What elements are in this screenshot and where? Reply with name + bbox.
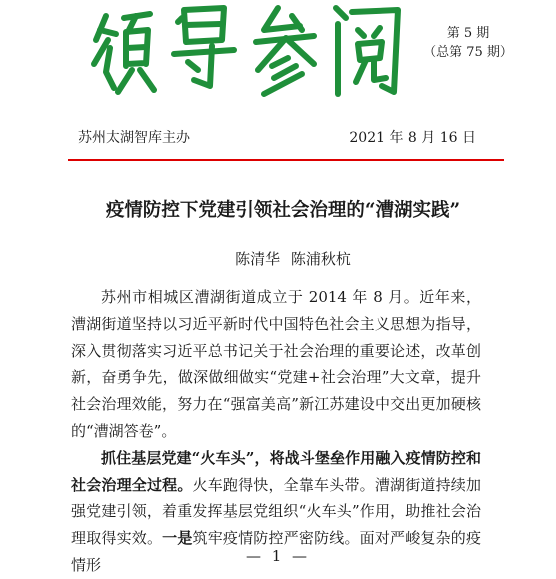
point-marker: 一是 [162, 529, 193, 548]
paragraph-intro: 苏州市相城区漕湖街道成立于 2014 年 8 月。近年来，漕湖街道坚持以习近平新时代中国特色社会主义思想为指导，深入贯彻落实习近平总书记关于社会治理的重要论述，改革创新，奋勇争先，做深做细做实“党建+社会治理”大文章，提升社会治理效能，努力在“强富美高”新江苏建设中交出更加硬核的“漕湖答卷”。 [71, 288, 481, 440]
masthead-char-1 [94, 14, 154, 92]
article-authors: 陈清华 陈浦秋杭 [235, 250, 351, 268]
article-title: 疫情防控下党建引领社会治理的“漕湖实践” [105, 200, 461, 221]
masthead-char-2 [174, 8, 234, 86]
section-heading: 抓住基层党建“火车头”，将战斗堡垒作用融入疫情防控和社会治理全过程。 [71, 448, 481, 494]
issue-block [408, 24, 528, 62]
organizer-label: 苏州太湖智库主办 [78, 130, 190, 146]
header-meta-line [78, 126, 476, 150]
publish-date: 2021 年 8 月 16 日 [349, 130, 476, 146]
page-number: — 1 — [245, 547, 311, 565]
masthead-calligraphy-logo [88, 0, 408, 108]
masthead-char-3 [256, 8, 314, 94]
masthead-char-4 [336, 8, 398, 94]
issue-total: （总第 75 期） [423, 45, 513, 60]
issue-number: 第 5 期 [446, 26, 490, 41]
section-text: 火车跑得快，全靠车头带。漕湖街道持续加强党建引领，着重发挥基层党组织“火车头”作用，助推社会治理取得实效。 [71, 475, 481, 548]
article-body [71, 284, 481, 579]
point-text: 筑牢疫情防控严密防线。面对严峻复杂的疫情形 [71, 529, 481, 574]
header-divider-red [68, 159, 504, 161]
